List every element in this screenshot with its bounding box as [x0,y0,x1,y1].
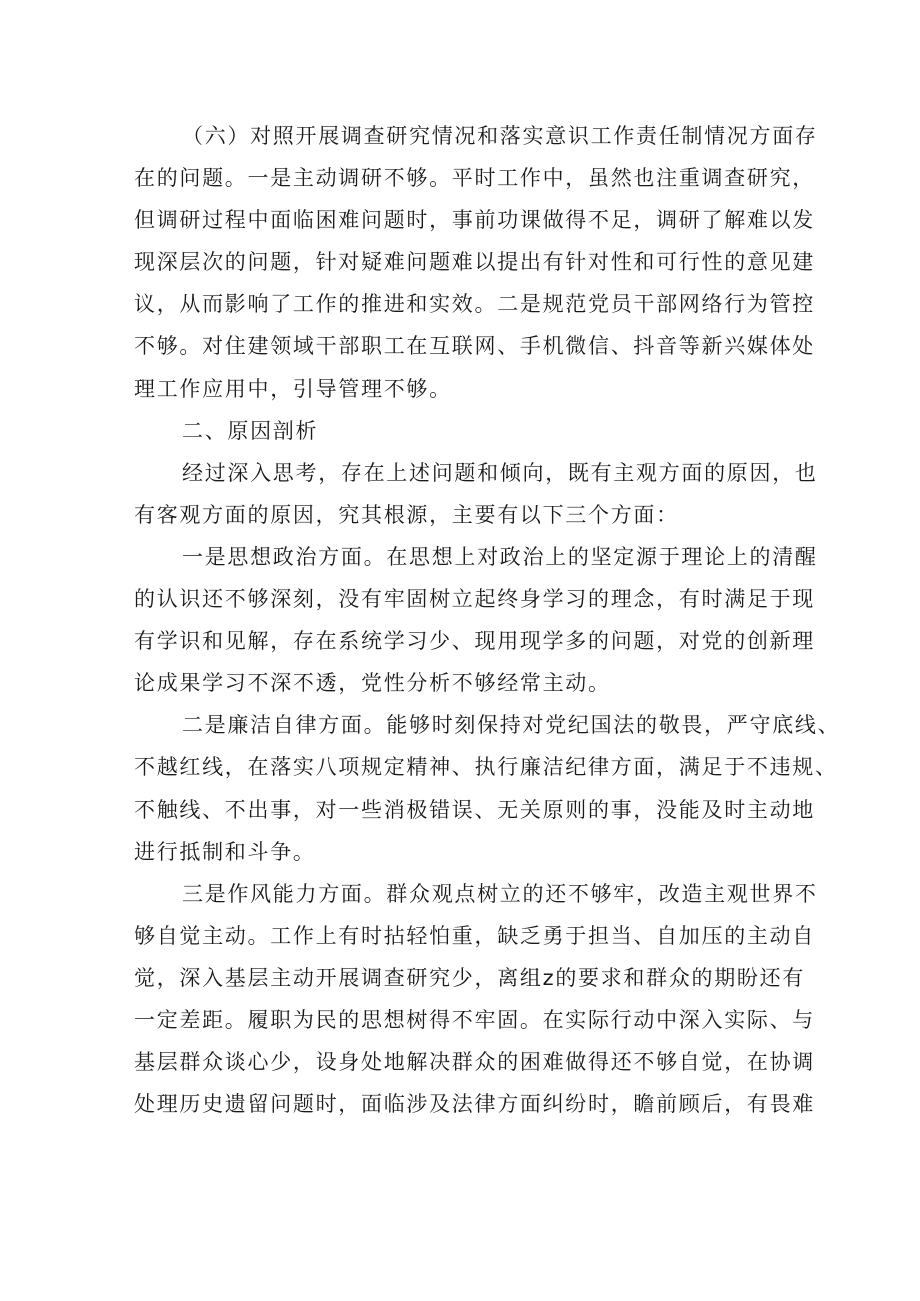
text-line: 基层群众谈心少，设身处地解决群众的困难做得还不够自觉，在协调 [134,1050,815,1075]
text-line: 理工作应用中，引导管理不够。 [134,376,452,401]
text-line: 在的问题。一是主动调研不够。平时工作中，虽然也注重调查研究， [134,166,815,191]
text-line: 二、原因剖析 [182,418,319,443]
text-line: （六）对照开展调查研究情况和落实意识工作责任制情况方面存 [182,124,818,148]
text-line: 进行抵制和斗争。 [134,839,316,864]
text-line: 论成果学习不深不透，党性分析不够经常主动。 [134,671,611,696]
text-line: 一是思想政治方面。在思想上对政治上的坚定源于理论上的清醒 [182,544,818,569]
text-line: 觉，深入基层主动开展调查研究少，离组z的要求和群众的期盼还有 [134,965,806,990]
text-line: 够自觉主动。工作上有时拈轻怕重，缺乏勇于担当、自加压的主动自 [134,923,815,948]
text-line: 现深层次的问题，针对疑难问题难以提出有针对性和可行性的意见建 [134,250,815,275]
text-line: 二是廉洁自律方面。能够时刻保持对党纪国法的敬畏，严守底线、 [182,713,841,738]
text-line: 有客观方面的原因，究其根源，主要有以下三个方面： [134,502,679,527]
text-line: 一定差距。履职为民的思想树得不牢固。在实际行动中深入实际、与 [134,1007,815,1032]
text-line: 的认识还不够深刻，没有牢固树立起终身学习的理念，有时满足于现 [134,587,815,612]
document-body [134,115,841,1125]
text-line: 不触线、不出事，对一些消极错误、无关原则的事，没能及时主动地 [134,797,815,822]
text-line: 但调研过程中面临困难问题时，事前功课做得不足，调研了解难以发 [134,208,815,233]
text-line: 三是作风能力方面。群众观点树立的还不够牢，改造主观世界不 [182,881,818,906]
text-line: 不够。对住建领域干部职工在互联网、手机微信、抖音等新兴媒体处 [134,334,815,359]
text-line: 处理历史遗留问题时，面临涉及法律方面纠纷时，瞻前顾后，有畏难 [134,1092,815,1117]
text-line: 不越红线，在落实八项规定精神、执行廉洁纪律方面，满足于不违规、 [134,755,838,780]
text-line: 有学识和见解，存在系统学习少、现用现学多的问题，对党的创新理 [134,629,815,654]
text-line: 经过深入思考，存在上述问题和倾向，既有主观方面的原因，也 [182,460,818,485]
text-line: 议，从而影响了工作的推进和实效。二是规范党员干部网络行为管控 [134,292,815,317]
